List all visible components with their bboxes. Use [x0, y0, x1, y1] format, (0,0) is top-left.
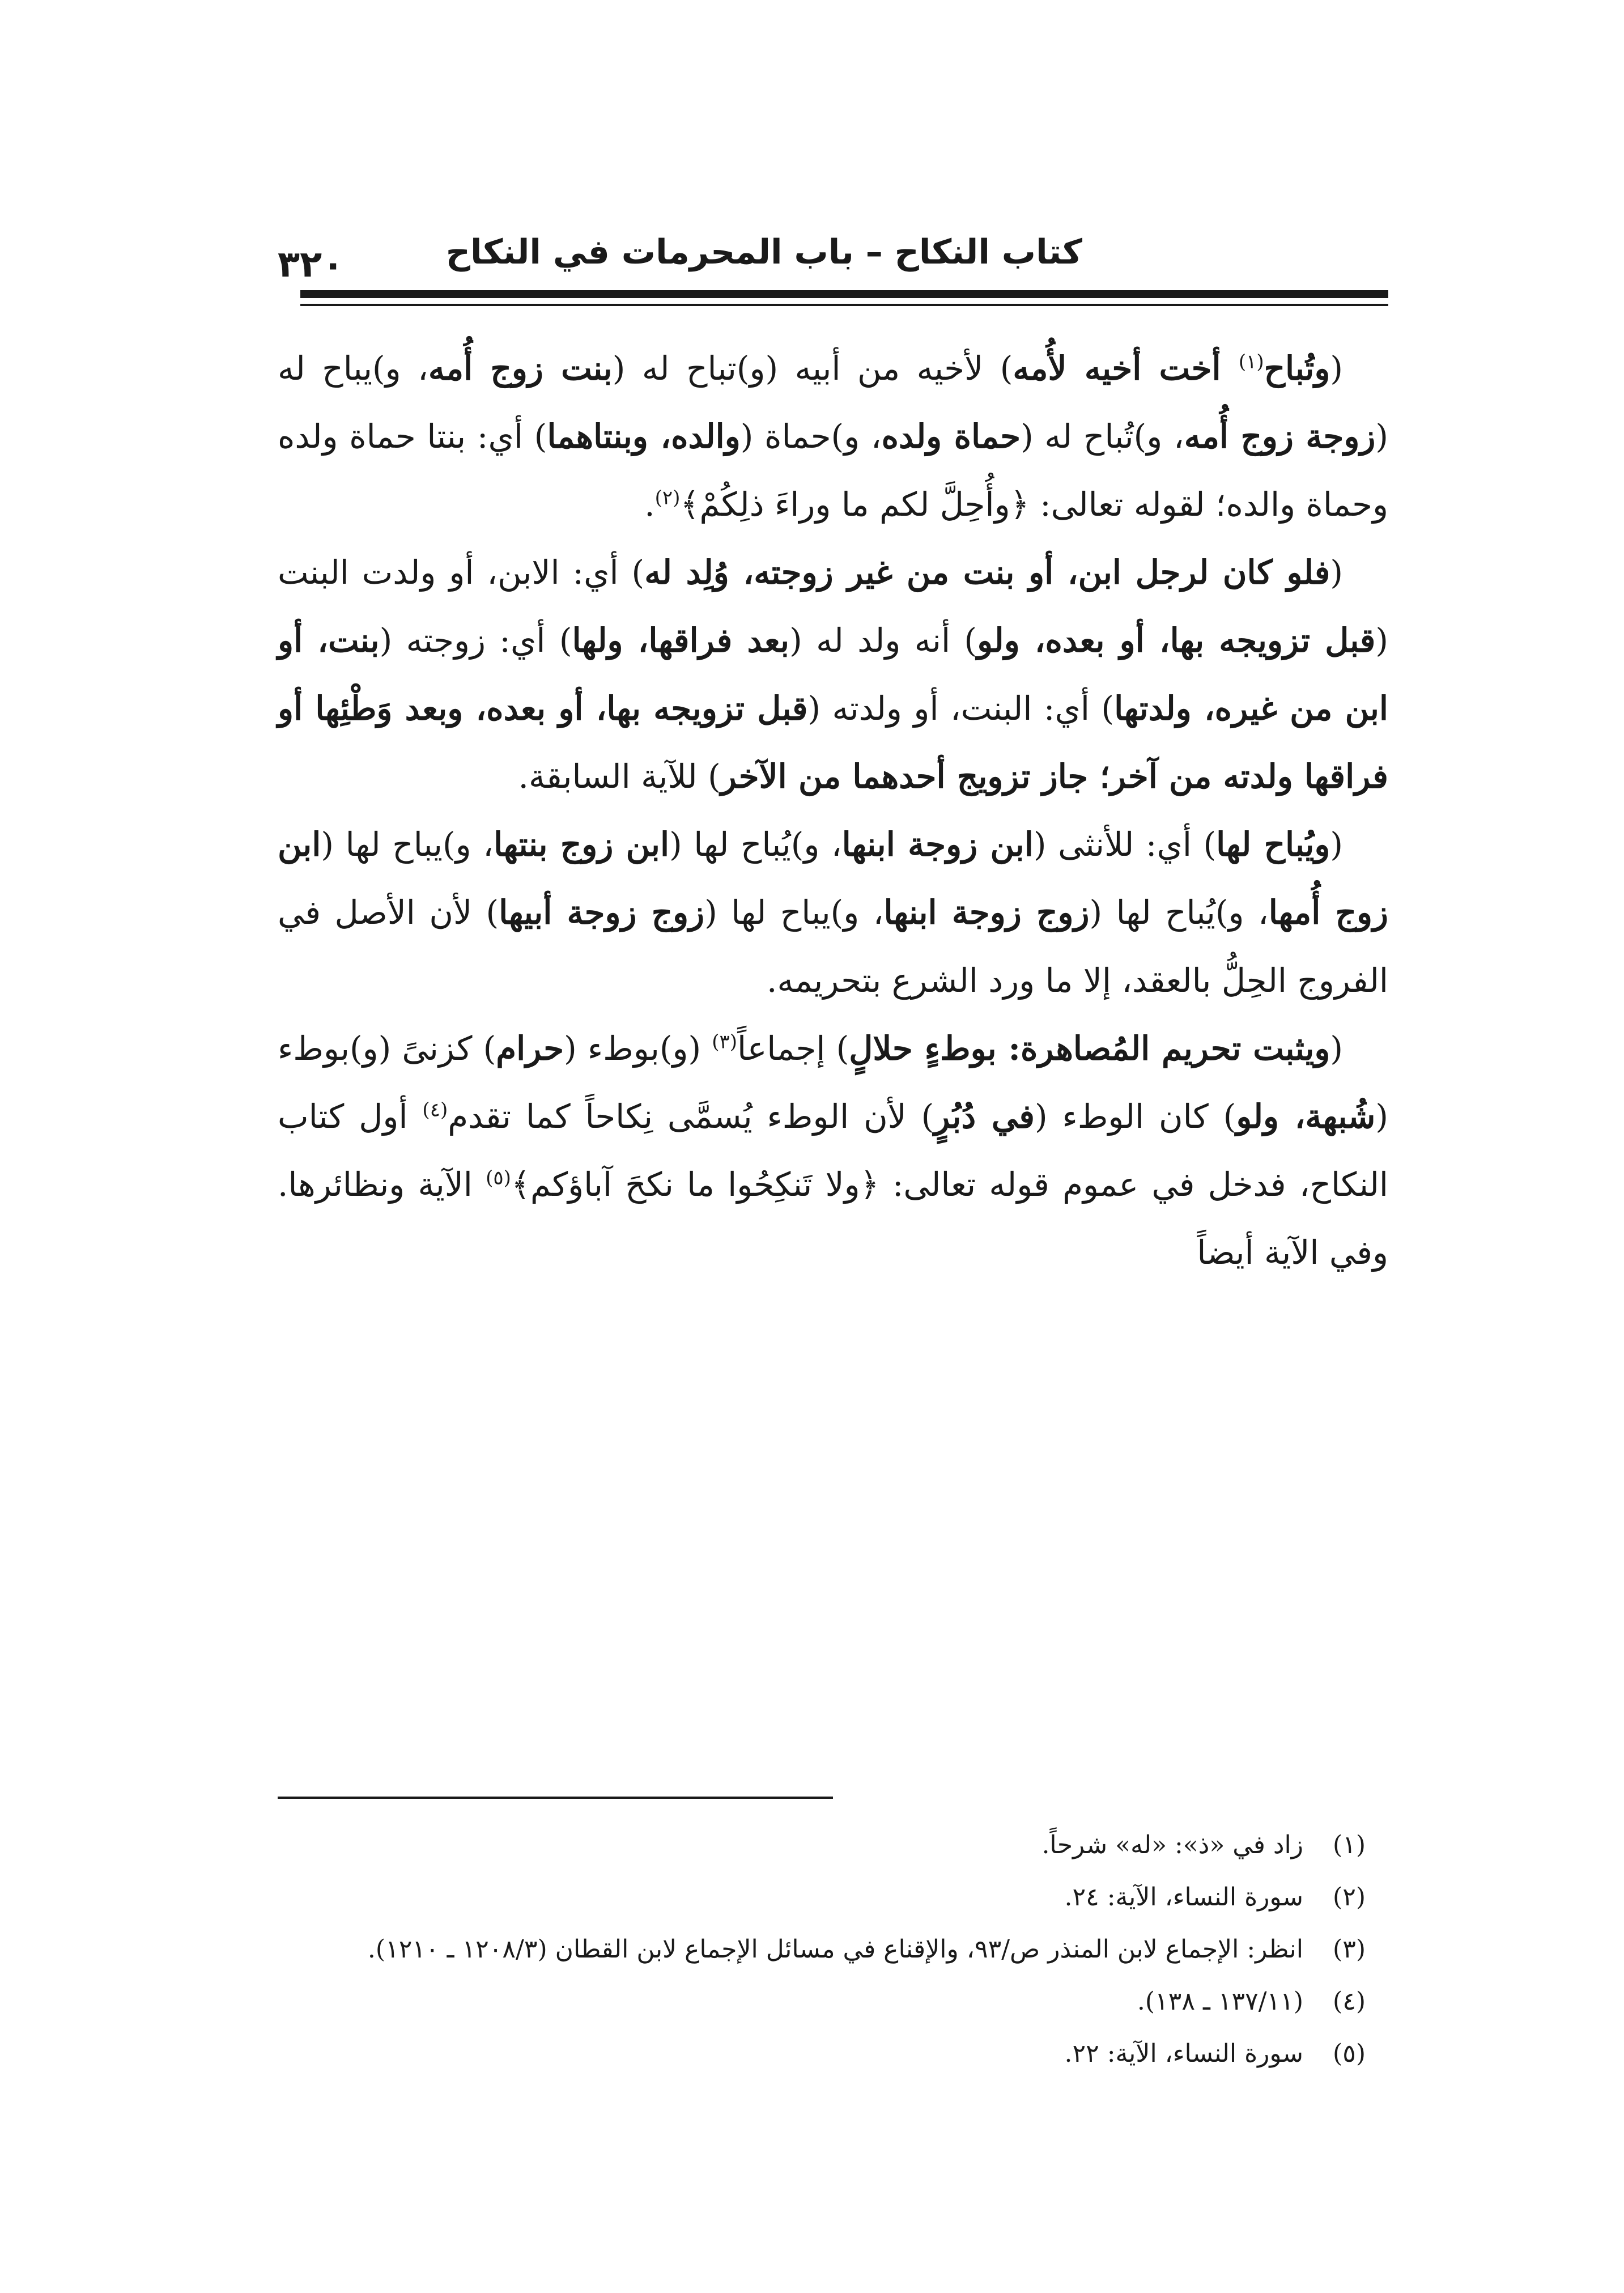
matn-text: فلو كان لرجل ابن، أو بنت من غير زوجته، وُلِد له — [644, 553, 1330, 592]
footnote-5 — [278, 2028, 1366, 2080]
sharh-text: ) أي: للأنثى ( — [1033, 825, 1217, 864]
paragraph-1 — [278, 334, 1388, 538]
page-number: ٣٢٠ — [278, 244, 345, 286]
sharh-text: ( — [1330, 349, 1344, 388]
book-page — [278, 215, 1388, 2142]
footnote-separator — [278, 1797, 833, 1799]
footnote-text: (١٣٧/١١ ـ ١٣٨). — [1137, 1987, 1303, 2016]
sharh-text: ( — [1330, 825, 1343, 864]
footnote-marker: (١) — [1238, 350, 1264, 373]
footnote-1 — [278, 1819, 1366, 1871]
matn-text: وتُباح — [1264, 349, 1330, 388]
sharh-text: ) لأن الوطء يُسمَّى نِكاحاً كما تقدم — [448, 1097, 934, 1136]
footnote-3 — [278, 1923, 1366, 1976]
matn-text: حرام — [496, 1029, 564, 1068]
sharh-text: أول كتاب النكاح، فدخل في عموم قوله تعالى: ﴿ولا تَنكِحُوا ما نكحَ آباؤكم﴾ — [278, 1097, 1388, 1204]
sharh-text: . — [644, 485, 655, 524]
matn-text: بنت زوج أُمه — [428, 349, 613, 388]
matn-text: في دُبُرٍ — [934, 1097, 1035, 1136]
footnote-text: سورة النساء، الآية: ٢٤. — [1064, 1883, 1303, 1912]
main-text — [278, 334, 1388, 1286]
sharh-text: الآية ونظائرها. وفي الآية أيضاً — [278, 1165, 1388, 1272]
paragraph-2 — [278, 538, 1388, 810]
sharh-text: ) لأن الأصل في الفروج الحِلُّ بالعقد، إلا ما ورد الشرع بتحريمه. — [278, 893, 1388, 1000]
header-rule-thick — [300, 290, 1388, 298]
header-rule-thin — [300, 304, 1388, 306]
sharh-text: ) أنه ولد له ( — [789, 621, 977, 660]
sharh-text: (و)بوطء ( — [564, 1029, 712, 1068]
sharh-text: ( — [1330, 553, 1343, 592]
sharh-text: ، و)تُباح له ( — [1021, 417, 1184, 456]
footnote-marker: (٣) — [712, 1030, 738, 1054]
sharh-text: ، و)يُباح لها ( — [669, 825, 842, 864]
matn-text: ابن زوج بنتها — [493, 825, 670, 864]
matn-text: ويُباح لها — [1216, 825, 1330, 864]
footnote-marker: (٤) — [422, 1098, 448, 1122]
matn-text: بعد فراقها، ولها — [572, 621, 790, 660]
footnote-text: سورة النساء، الآية: ٢٢. — [1064, 2039, 1303, 2068]
footnote-marker: (٥) — [486, 1166, 511, 1190]
sharh-text: ) للآية السابقة. — [518, 757, 721, 796]
footnote-text: زاد في «ذ»: «له» شرحاً. — [1041, 1831, 1303, 1859]
matn-text: بنت، أو ابن من غيره، ولدتها — [278, 621, 1388, 728]
sharh-text: ) لأخيه من أبيه (و)تباح له ( — [612, 349, 1013, 388]
sharh-text: ، و)يباح له ( — [278, 349, 1389, 456]
footnotes — [278, 1819, 1366, 2080]
page-header — [278, 215, 1388, 289]
footnote-text: انظر: الإجماع لابن المنذر ص/٩٣، والإقناع في مسائل الإجماع لابن القطان (١٢٠٨/٣ ـ ١٢١٠). — [367, 1935, 1303, 1964]
sharh-text: ) كان الوطء ( — [1034, 1097, 1236, 1136]
footnote-number: (٤) — [1333, 1987, 1366, 2016]
footnote-number: (٥) — [1333, 2039, 1366, 2068]
sharh-text: ( — [1330, 1029, 1343, 1068]
matn-text: ابن زوج أُمها — [278, 825, 1388, 932]
matn-text: والده، وبنتاهما — [547, 417, 741, 456]
footnote-number: (١) — [1333, 1831, 1366, 1859]
footnote-number: (٣) — [1333, 1935, 1366, 1964]
paragraph-4 — [278, 1014, 1388, 1286]
matn-text: قبل تزويجه بها، أو بعده، ولو — [977, 621, 1376, 660]
sharh-text: ) أي: الابن، أو ولدت البنت ( — [278, 553, 1389, 660]
matn-text: قبل تزويجه بها، أو بعده، وبعد وَطْئِها أو فراقها ولدته من آخر؛ جاز تزويج أحدهما من الآخر — [278, 689, 1388, 796]
footnote-4 — [278, 1976, 1366, 2028]
sharh-text: ) أي: زوجته ( — [379, 621, 572, 660]
sharh-text: ، و)حماة ( — [740, 417, 882, 456]
matn-text: أخت أخيه لأُمه — [1013, 349, 1239, 388]
sharh-text: ، و)يباح لها ( — [704, 893, 884, 932]
matn-text: ابن زوجة ابنها — [841, 825, 1034, 864]
matn-text: زوج زوجة أبيها — [499, 893, 705, 932]
matn-text: زوجة زوج أُمه — [1184, 417, 1376, 456]
footnote-2 — [278, 1871, 1366, 1923]
matn-text: ويثبت تحريم المُصاهرة: بوطءٍ حلالٍ — [849, 1029, 1330, 1068]
sharh-text: ) أي: بنتا حماة ولده وحماة والده؛ لقوله تعالى: ﴿وأُحِلَّ لكم ما وراءَ ذلِكُمْ﴾ — [278, 417, 1388, 524]
sharh-text: ) كزنىً (و)بوطء ( — [278, 1029, 1388, 1136]
paragraph-3 — [278, 810, 1388, 1014]
matn-text: شُبهة، ولو — [1236, 1097, 1376, 1136]
sharh-text: ) إجماعاً — [737, 1029, 849, 1068]
footnote-marker: (٢) — [654, 486, 681, 509]
matn-text: زوج زوجة ابنها — [883, 893, 1090, 932]
matn-text: حماة ولده — [881, 417, 1021, 456]
sharh-text: ) أي: البنت، أو ولدته ( — [807, 689, 1115, 728]
running-title: كتاب النكاح – باب المحرمات في النكاح — [445, 232, 1082, 272]
sharh-text: ، و)يباح لها ( — [321, 825, 494, 864]
footnote-number: (٢) — [1333, 1883, 1366, 1912]
sharh-text: ، و)يُباح لها ( — [1089, 893, 1269, 932]
